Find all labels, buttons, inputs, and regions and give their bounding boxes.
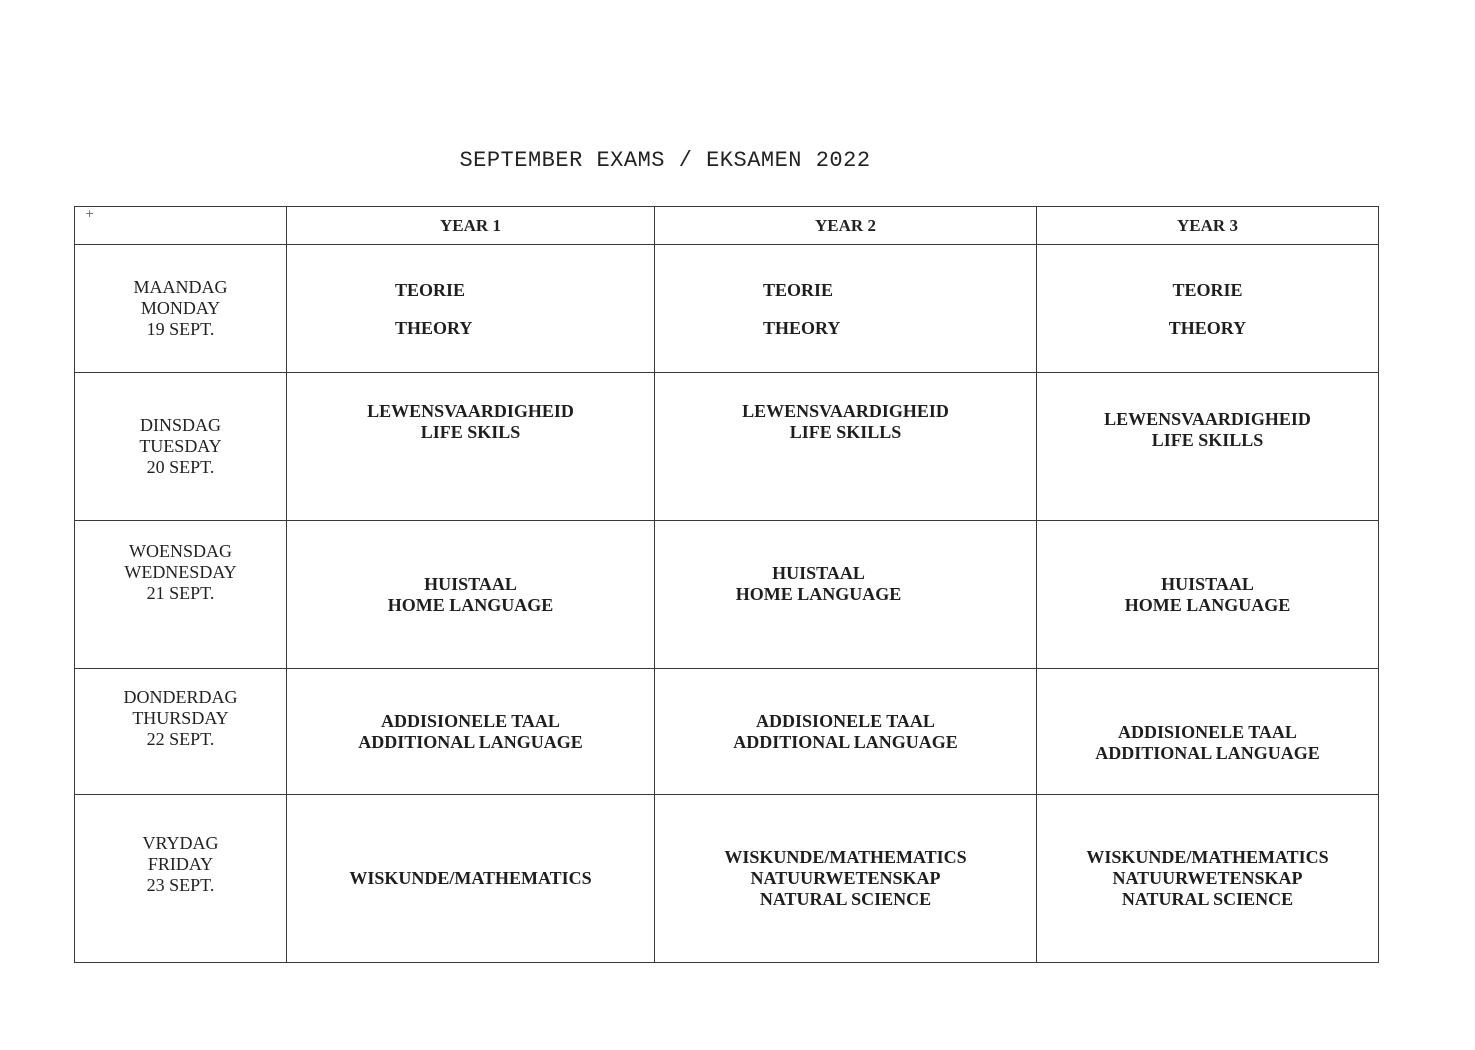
exam-cell-wednesday-year-3 bbox=[1037, 521, 1379, 669]
exam-cell-friday-year-3 bbox=[1037, 795, 1379, 963]
document-title: SEPTEMBER EXAMS / EKSAMEN 2022 bbox=[459, 148, 871, 173]
day-afrikaans: MAANDAG bbox=[133, 277, 228, 297]
day-cell-friday bbox=[75, 795, 287, 963]
day-english: MONDAY bbox=[140, 298, 221, 318]
day-date: 19 SEPT. bbox=[146, 319, 215, 339]
subject-english: ADDITIONAL LANGUAGE bbox=[1095, 742, 1320, 763]
subject-afrikaans: TEORIE bbox=[1172, 279, 1243, 300]
subject-afrikaans: ADDISIONELE TAAL bbox=[1118, 721, 1297, 742]
day-english: TUESDAY bbox=[139, 436, 222, 456]
subject-afrikaans: HUISTAAL bbox=[424, 573, 517, 594]
exam-cell-monday-year-3 bbox=[1037, 245, 1379, 373]
subject-english: LIFE SKILLS bbox=[1151, 430, 1264, 450]
header-year-3: YEAR 3 bbox=[1037, 207, 1379, 245]
exam-cell-tuesday-year-1 bbox=[287, 373, 655, 521]
table-row-monday bbox=[75, 245, 1379, 373]
exam-cell-monday-year-2 bbox=[655, 245, 1037, 373]
day-cell-wednesday bbox=[75, 521, 287, 669]
subject-english: NATURAL SCIENCE bbox=[759, 889, 932, 909]
subject-afrikaans: HUISTAAL bbox=[1161, 573, 1254, 594]
subject-english: NATURAL SCIENCE bbox=[1121, 889, 1294, 909]
subject-english: HOME LANGUAGE bbox=[735, 583, 902, 604]
subject-afrikaans: HUISTAAL bbox=[772, 562, 865, 583]
subject-afrikaans: LEWENSVAARDIGHEID bbox=[367, 401, 574, 421]
subject-english: ADDITIONAL LANGUAGE bbox=[733, 731, 958, 752]
subject-afrikaans: LEWENSVAARDIGHEID bbox=[742, 401, 949, 421]
exam-cell-thursday-year-1 bbox=[287, 669, 655, 795]
day-cell-tuesday bbox=[75, 373, 287, 521]
subject-afrikaans: LEWENSVAARDIGHEID bbox=[1104, 409, 1311, 429]
subject-mathematics: WISKUNDE/MATHEMATICS bbox=[1086, 847, 1329, 867]
day-date: 21 SEPT. bbox=[146, 583, 215, 603]
day-date: 22 SEPT. bbox=[146, 729, 215, 749]
header-year-2: YEAR 2 bbox=[655, 207, 1037, 245]
exam-cell-wednesday-year-1 bbox=[287, 521, 655, 669]
subject-afrikaans: NATUURWETENSKAP bbox=[750, 868, 941, 888]
subject-mathematics: WISKUNDE/MATHEMATICS bbox=[724, 847, 967, 867]
subject-english: THEORY bbox=[1168, 317, 1247, 338]
subject-english: LIFE SKILLS bbox=[789, 422, 902, 442]
day-english: FRIDAY bbox=[147, 854, 214, 874]
header-row bbox=[75, 207, 1379, 245]
exam-timetable bbox=[74, 206, 1379, 963]
exam-cell-tuesday-year-2 bbox=[655, 373, 1037, 521]
exam-cell-friday-year-1 bbox=[287, 795, 655, 963]
subject-afrikaans: ADDISIONELE TAAL bbox=[756, 710, 935, 731]
subject-afrikaans: NATUURWETENSKAP bbox=[1112, 868, 1303, 888]
subject-afrikaans: TEORIE bbox=[395, 279, 466, 300]
exam-cell-wednesday-year-2 bbox=[655, 521, 1037, 669]
table-row-tuesday bbox=[75, 373, 1379, 521]
subject-english: LIFE SKILS bbox=[420, 422, 521, 442]
table-row-friday bbox=[75, 795, 1379, 963]
day-afrikaans: DONDERDAG bbox=[123, 687, 238, 707]
exam-cell-thursday-year-2 bbox=[655, 669, 1037, 795]
day-date: 23 SEPT. bbox=[146, 875, 215, 895]
day-english: WEDNESDAY bbox=[124, 562, 237, 582]
day-english: THURSDAY bbox=[132, 708, 229, 728]
exam-cell-thursday-year-3 bbox=[1037, 669, 1379, 795]
subject-english: ADDITIONAL LANGUAGE bbox=[358, 731, 583, 752]
subject-english: HOME LANGUAGE bbox=[1124, 594, 1291, 615]
day-afrikaans: WOENSDAG bbox=[129, 541, 232, 561]
subject-afrikaans: TEORIE bbox=[763, 279, 834, 300]
day-cell-monday bbox=[75, 245, 287, 373]
exam-cell-tuesday-year-3 bbox=[1037, 373, 1379, 521]
table-row-wednesday bbox=[75, 521, 1379, 669]
exam-cell-friday-year-2 bbox=[655, 795, 1037, 963]
corner-mark: + bbox=[85, 207, 95, 220]
subject-afrikaans-english: WISKUNDE/MATHEMATICS bbox=[349, 868, 592, 888]
subject-english: THEORY bbox=[395, 317, 473, 338]
subject-afrikaans: ADDISIONELE TAAL bbox=[381, 710, 560, 731]
day-afrikaans: DINSDAG bbox=[140, 415, 221, 435]
header-year-1: YEAR 1 bbox=[287, 207, 655, 245]
day-cell-thursday bbox=[75, 669, 287, 795]
subject-english: THEORY bbox=[763, 317, 841, 338]
table-row-thursday bbox=[75, 669, 1379, 795]
day-date: 20 SEPT. bbox=[146, 457, 215, 477]
day-afrikaans: VRYDAG bbox=[142, 833, 219, 853]
subject-english: HOME LANGUAGE bbox=[387, 594, 554, 615]
corner-cell bbox=[75, 207, 287, 245]
exam-cell-monday-year-1 bbox=[287, 245, 655, 373]
